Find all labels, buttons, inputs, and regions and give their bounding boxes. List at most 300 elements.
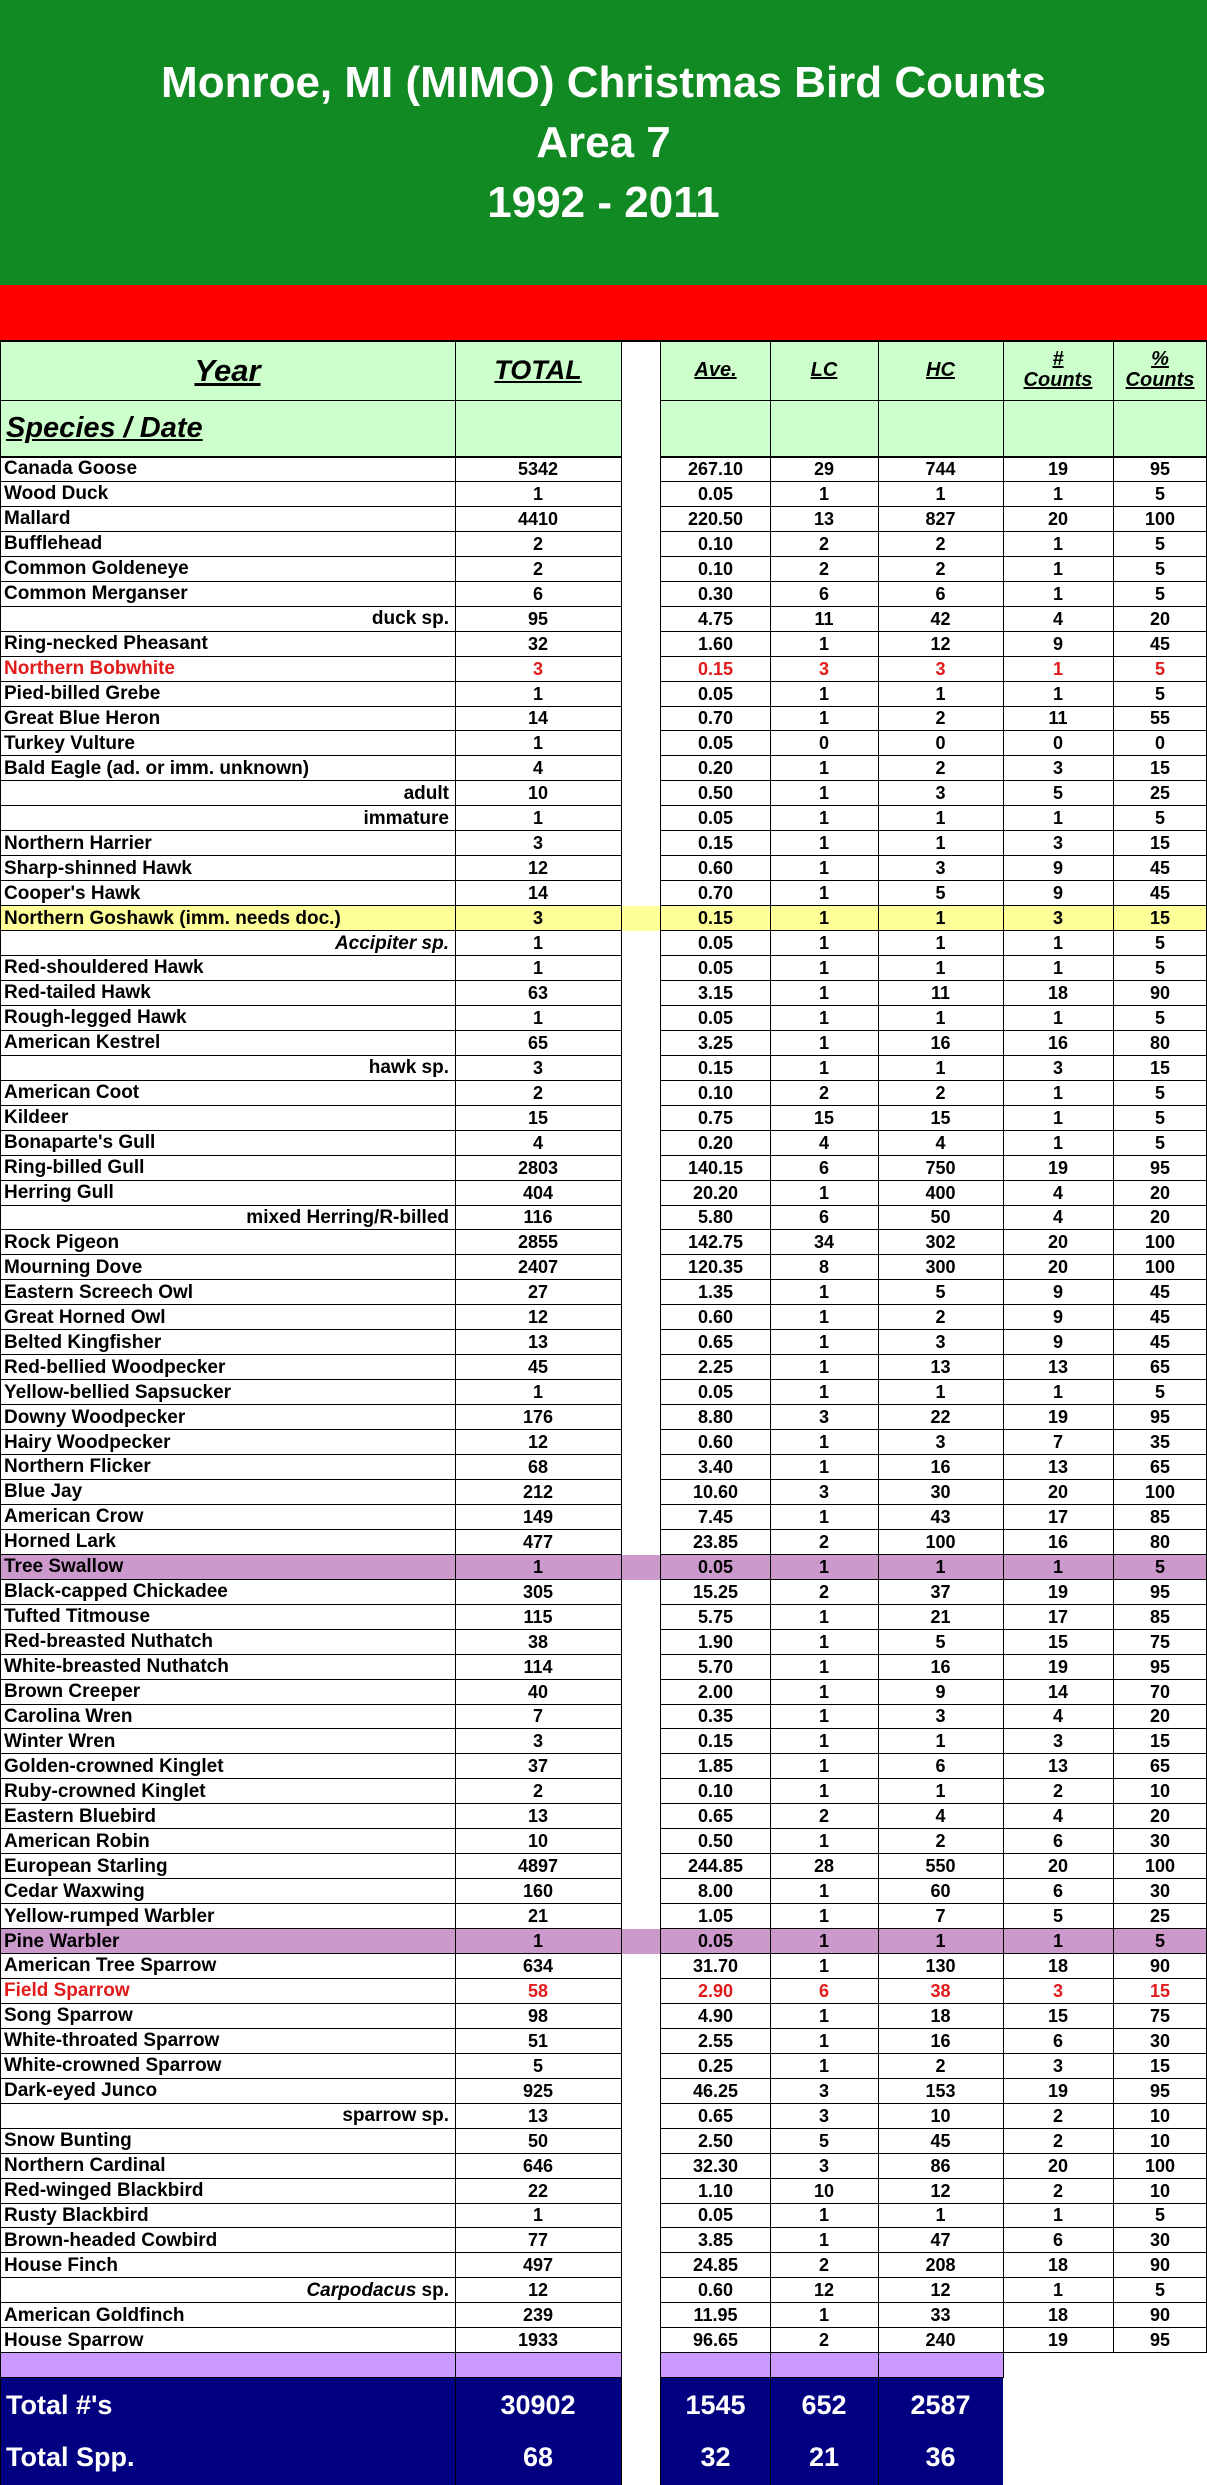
grid-line-h	[661, 955, 1207, 956]
species-name: Red-shouldered Hawk	[4, 957, 204, 979]
cell-num-counts: 1	[1052, 957, 1063, 978]
cell-total: 12	[527, 2280, 549, 2301]
species-name: Great Blue Heron	[4, 707, 161, 729]
cell-high-count: 16	[930, 1032, 951, 1053]
grid-line-h	[0, 1604, 621, 1605]
grid-line-h	[0, 1379, 621, 1380]
species-name: Common Merganser	[4, 583, 188, 605]
cell-total: 45	[527, 1357, 549, 1378]
species-name: Red-bellied Woodpecker	[4, 1356, 226, 1378]
cell-high-count: 3	[935, 1332, 946, 1353]
cell-pct-counts: 5	[1154, 957, 1165, 978]
cell-low-count: 1	[818, 1357, 829, 1378]
cell-low-count: 1	[818, 1007, 829, 1028]
grid-line-h	[661, 631, 1207, 632]
cell-low-count: 1	[818, 1881, 829, 1902]
cell-num-counts: 19	[1047, 1656, 1069, 1677]
cell-high-count: 33	[930, 2305, 951, 2326]
cell-high-count: 13	[930, 1357, 951, 1378]
cell-num-counts: 1	[1052, 2280, 1063, 2301]
cell-total: 21	[527, 1906, 549, 1927]
cell-pct-counts: 5	[1154, 1556, 1165, 1577]
cell-total: 13	[527, 1806, 549, 1827]
cell-average: 0.15	[697, 908, 734, 929]
species-name: Canada Goose	[4, 458, 138, 480]
cell-num-counts: 1	[1052, 558, 1063, 579]
grid-line-h	[0, 1778, 621, 1779]
grid-line-h	[0, 1903, 621, 1904]
cell-high-count: 16	[930, 1656, 951, 1677]
species-name: White-crowned Sparrow	[4, 2055, 222, 2077]
cell-num-counts: 5	[1052, 783, 1063, 804]
cell-average: 267.10	[687, 458, 744, 479]
grid-line-h	[0, 1329, 621, 1330]
cell-average: 32.30	[692, 2155, 739, 2176]
cell-average: 23.85	[692, 1531, 739, 1552]
cell-low-count: 1	[818, 783, 829, 804]
cell-high-count: 2	[935, 1307, 946, 1328]
cell-pct-counts: 45	[1149, 858, 1171, 879]
cell-low-count: 29	[813, 458, 835, 479]
cell-average: 0.60	[697, 1432, 734, 1453]
grid-line-h	[0, 2028, 621, 2029]
cell-num-counts: 4	[1052, 1207, 1063, 1228]
cell-low-count: 1	[818, 883, 829, 904]
grid-line-h	[661, 1329, 1207, 1330]
cell-low-count: 1	[818, 758, 829, 779]
cell-pct-counts: 5	[1154, 558, 1165, 579]
cell-high-count: 22	[930, 1407, 951, 1428]
grid-line-h	[0, 2053, 621, 2054]
species-name: Tree Swallow	[4, 1556, 124, 1578]
grid-line-h	[661, 2203, 1207, 2204]
grid-line-h	[661, 930, 1207, 931]
species-name: Ruby-crowned Kinglet	[4, 1780, 206, 1802]
cell-total: 13	[527, 1332, 549, 1353]
species-name: Field Sparrow	[4, 1980, 130, 2002]
cell-total: 1	[532, 483, 543, 504]
cell-total: 32	[527, 633, 549, 654]
species-name: Herring Gull	[4, 1182, 114, 1204]
grid-line-h	[661, 2178, 1207, 2179]
grid-line-h	[0, 1254, 621, 1255]
species-name: House Finch	[4, 2254, 119, 2276]
column-header-hc: HC	[926, 358, 955, 381]
species-name: Common Goldeneye	[4, 558, 189, 580]
grid-line-h	[661, 1579, 1207, 1580]
cell-average: 0.20	[697, 1132, 734, 1153]
cell-total: 1	[532, 933, 543, 954]
cell-average: 3.40	[697, 1456, 734, 1477]
cell-low-count: 2	[818, 533, 829, 554]
totals-count-ave: 1545	[685, 2390, 746, 2421]
cell-num-counts: 2	[1052, 2105, 1063, 2126]
cell-total: 51	[527, 2030, 549, 2051]
cell-high-count: 47	[930, 2230, 951, 2251]
grid-line-h	[661, 2128, 1207, 2129]
species-name: Bufflehead	[4, 533, 103, 555]
cell-total: 4	[532, 758, 543, 779]
cell-pct-counts: 30	[1149, 1831, 1171, 1852]
grid-line-h	[661, 1953, 1207, 1954]
cell-low-count: 2	[818, 1531, 829, 1552]
cell-total: 22	[527, 2180, 549, 2201]
grid-line-h	[0, 1978, 621, 1979]
species-name: Belted Kingfisher	[4, 1331, 162, 1353]
cell-total: 1	[532, 1382, 543, 1403]
cell-num-counts: 1	[1052, 1107, 1063, 1128]
species-name	[0, 2278, 455, 2303]
cell-low-count: 1	[818, 1681, 829, 1702]
cell-average: 2.50	[697, 2130, 734, 2151]
cell-low-count: 1	[818, 1906, 829, 1927]
cell-high-count: 1	[935, 1057, 946, 1078]
grid-line-h	[661, 2252, 1207, 2253]
species-name: Rock Pigeon	[4, 1231, 120, 1253]
cell-low-count: 2	[818, 558, 829, 579]
cell-average: 0.05	[697, 1007, 734, 1028]
cell-pct-counts: 65	[1149, 1756, 1171, 1777]
cell-num-counts: 19	[1047, 458, 1069, 479]
cell-total: 1	[532, 733, 543, 754]
column-header-ave: Ave.	[694, 358, 737, 381]
grid-line-h	[661, 481, 1207, 482]
cell-pct-counts: 20	[1149, 1806, 1171, 1827]
cell-low-count: 8	[818, 1257, 829, 1278]
species-name: Accipiter sp.	[334, 932, 449, 954]
grid-line-h	[661, 1005, 1207, 1006]
species-name: sparrow sp.	[342, 2105, 449, 2127]
cell-low-count: 1	[818, 2205, 829, 2226]
cell-high-count: 21	[930, 1606, 951, 1627]
cell-high-count: 2	[935, 758, 946, 779]
grid-line-h	[661, 1304, 1207, 1305]
cell-num-counts: 17	[1047, 1506, 1069, 1527]
cell-average: 3.15	[697, 982, 734, 1003]
cell-low-count: 12	[813, 2280, 835, 2301]
cell-average: 1.05	[697, 1906, 734, 1927]
species-name: House Sparrow	[4, 2329, 144, 2351]
cell-average: 1.35	[697, 1282, 734, 1303]
species-name: White-throated Sparrow	[4, 2030, 220, 2052]
cell-average: 0.50	[697, 1831, 734, 1852]
cell-num-counts: 3	[1052, 1980, 1063, 2001]
cell-num-counts: 9	[1052, 633, 1063, 654]
species-name: hawk sp.	[368, 1057, 449, 1079]
cell-average: 1.60	[697, 633, 734, 654]
cell-average: 0.05	[697, 957, 734, 978]
cell-low-count: 6	[818, 1207, 829, 1228]
species-name: White-breasted Nuthatch	[4, 1656, 229, 1678]
grid-line-h	[661, 1030, 1207, 1031]
cell-pct-counts: 100	[1144, 1481, 1176, 1502]
cell-low-count: 1	[818, 1057, 829, 1078]
cell-total: 925	[522, 2080, 554, 2101]
cell-average: 244.85	[687, 1856, 744, 1877]
grid-line-h	[661, 1080, 1207, 1081]
cell-total: 3	[532, 1057, 543, 1078]
cell-total: 2	[532, 558, 543, 579]
grid-line-h	[0, 656, 621, 657]
cell-pct-counts: 15	[1149, 1980, 1171, 2001]
totals-spp-lc: 21	[808, 2441, 840, 2472]
cell-low-count: 28	[813, 1856, 835, 1877]
cell-num-counts: 20	[1047, 1481, 1069, 1502]
cell-low-count: 1	[818, 982, 829, 1003]
cell-total: 212	[522, 1481, 554, 1502]
cell-total: 305	[522, 1581, 554, 1602]
grid-line-h	[0, 1579, 621, 1580]
species-name: adult	[403, 782, 449, 804]
species-name: Cedar Waxwing	[4, 1880, 145, 1902]
cell-pct-counts: 15	[1149, 908, 1171, 929]
cell-pct-counts: 85	[1149, 1606, 1171, 1627]
cell-high-count: 18	[930, 2005, 951, 2026]
cell-low-count: 1	[818, 1556, 829, 1577]
cell-pct-counts: 0	[1154, 733, 1165, 754]
cell-pct-counts: 5	[1154, 1107, 1165, 1128]
cell-pct-counts: 45	[1149, 1307, 1171, 1328]
cell-pct-counts: 100	[1144, 508, 1176, 529]
grid-line-v	[1113, 340, 1114, 2353]
grid-line-h	[661, 805, 1207, 806]
cell-pct-counts: 25	[1149, 783, 1171, 804]
cell-total: 634	[522, 1955, 554, 1976]
grid-line-h	[0, 1728, 621, 1729]
cell-average: 2.55	[697, 2030, 734, 2051]
grid-line-h	[661, 1903, 1207, 1904]
title-banner	[0, 0, 1207, 285]
column-header-pct-counts: % Counts	[1125, 348, 1195, 391]
cell-average: 0.15	[697, 833, 734, 854]
cell-pct-counts: 15	[1149, 1731, 1171, 1752]
grid-line-h	[661, 1279, 1207, 1280]
cell-low-count: 34	[813, 1232, 835, 1253]
cell-num-counts: 1	[1052, 533, 1063, 554]
grid-line-h	[0, 1205, 621, 1206]
grid-line-h	[0, 930, 621, 931]
cell-num-counts: 20	[1047, 1257, 1069, 1278]
cell-pct-counts: 5	[1154, 483, 1165, 504]
cell-num-counts: 3	[1052, 833, 1063, 854]
cell-high-count: 2	[935, 1831, 946, 1852]
cell-average: 0.65	[697, 2105, 734, 2126]
cell-pct-counts: 80	[1149, 1032, 1171, 1053]
species-name: Ring-necked Pheasant	[4, 633, 208, 655]
cell-total: 58	[527, 1980, 549, 2001]
cell-low-count: 1	[818, 1307, 829, 1328]
species-name: Blue Jay	[4, 1481, 83, 1503]
species-name: Red-tailed Hawk	[4, 982, 151, 1004]
cell-average: 0.05	[697, 483, 734, 504]
species-name: Great Horned Owl	[4, 1306, 166, 1328]
cell-high-count: 1	[935, 1781, 946, 1802]
cell-average: 2.25	[697, 1357, 734, 1378]
species-name: Rough-legged Hawk	[4, 1007, 187, 1029]
grid-line-h	[0, 1753, 621, 1754]
cell-high-count: 208	[925, 2255, 956, 2276]
grid-line-h	[0, 1629, 621, 1630]
totals-spp-total: 68	[522, 2441, 554, 2472]
cell-num-counts: 1	[1052, 1382, 1063, 1403]
cell-average: 0.75	[697, 1107, 734, 1128]
cell-num-counts: 1	[1052, 1082, 1063, 1103]
cell-average: 0.05	[697, 808, 734, 829]
red-band	[0, 285, 1207, 340]
column-header-year: Year	[194, 352, 261, 388]
cell-average: 5.70	[697, 1656, 734, 1677]
cell-total: 68	[527, 1456, 549, 1477]
cell-total: 4897	[517, 1856, 559, 1877]
grid-line-h	[0, 2277, 621, 2278]
cell-low-count: 1	[818, 1606, 829, 1627]
species-name: Cooper's Hawk	[4, 882, 141, 904]
cell-total: 114	[523, 1656, 553, 1677]
cell-pct-counts: 5	[1154, 933, 1165, 954]
cell-num-counts: 16	[1047, 1531, 1069, 1552]
grid-line-h	[661, 1778, 1207, 1779]
grid-line-h	[0, 400, 621, 401]
cell-num-counts: 3	[1052, 2055, 1063, 2076]
grid-line-h	[661, 730, 1207, 731]
species-name: Mallard	[4, 508, 71, 530]
grid-line-h	[661, 1254, 1207, 1255]
cell-high-count: 50	[930, 1207, 951, 1228]
cell-low-count: 1	[818, 2005, 829, 2026]
cell-total: 15	[527, 1107, 549, 1128]
cell-high-count: 30	[930, 1481, 951, 1502]
cell-pct-counts: 10	[1149, 2105, 1171, 2126]
cell-low-count: 1	[818, 2230, 829, 2251]
cell-high-count: 1	[935, 1731, 946, 1752]
cell-high-count: 3	[935, 858, 946, 879]
cell-low-count: 2	[818, 2255, 829, 2276]
cell-pct-counts: 20	[1149, 1706, 1171, 1727]
cell-high-count: 6	[935, 583, 946, 604]
grid-line-h	[661, 1928, 1207, 1929]
cell-high-count: 6	[935, 1756, 946, 1777]
grid-line-h	[661, 2053, 1207, 2054]
cell-num-counts: 13	[1047, 1357, 1069, 1378]
cell-pct-counts: 15	[1149, 1057, 1171, 1078]
cell-pct-counts: 100	[1144, 1232, 1176, 1253]
cell-high-count: 3	[935, 1706, 946, 1727]
species-name: Northern Bobwhite	[4, 658, 175, 680]
cell-num-counts: 3	[1052, 1731, 1063, 1752]
cell-num-counts: 14	[1047, 1681, 1069, 1702]
cell-total: 2	[532, 1781, 543, 1802]
cell-low-count: 2	[818, 1082, 829, 1103]
grid-line-h	[661, 1379, 1207, 1380]
cell-num-counts: 18	[1047, 2255, 1069, 2276]
cell-high-count: 1	[935, 833, 946, 854]
species-name-rest: sp.	[416, 2279, 449, 2301]
cell-num-counts: 0	[1052, 733, 1063, 754]
cell-total: 5	[532, 2055, 543, 2076]
cell-low-count: 2	[818, 2330, 829, 2351]
species-name: Song Sparrow	[4, 2005, 133, 2027]
cell-pct-counts: 5	[1154, 683, 1165, 704]
grid-line-h	[0, 1853, 621, 1854]
cell-average: 0.05	[697, 733, 734, 754]
cell-average: 120.35	[687, 1257, 744, 1278]
cell-num-counts: 1	[1052, 1007, 1063, 1028]
grid-line-h	[0, 2103, 621, 2104]
grid-line-h	[0, 2078, 621, 2079]
cell-total: 239	[522, 2305, 554, 2326]
cell-high-count: 550	[925, 1856, 956, 1877]
cell-num-counts: 4	[1052, 1806, 1063, 1827]
grid-line-h	[661, 1728, 1207, 1729]
cell-num-counts: 1	[1052, 1931, 1063, 1952]
cell-low-count: 1	[818, 1831, 829, 1852]
cell-low-count: 3	[818, 2080, 829, 2101]
grid-line-h	[661, 1229, 1207, 1230]
species-name: American Goldfinch	[4, 2304, 185, 2326]
species-name: Kildeer	[4, 1107, 69, 1129]
cell-pct-counts: 15	[1149, 758, 1171, 779]
grid-line-h	[0, 955, 621, 956]
cell-high-count: 37	[930, 1581, 951, 1602]
cell-pct-counts: 45	[1149, 1282, 1171, 1303]
grid-line-h	[0, 506, 621, 507]
species-name: Pied-billed Grebe	[4, 683, 161, 705]
cell-high-count: 9	[935, 1681, 946, 1702]
cell-total: 10	[527, 783, 549, 804]
cell-num-counts: 4	[1052, 1706, 1063, 1727]
species-date-label: Species / Date	[6, 412, 203, 444]
cell-high-count: 5	[935, 883, 946, 904]
cell-total: 50	[527, 2130, 549, 2151]
cell-average: 0.70	[697, 708, 734, 729]
cell-high-count: 5	[935, 1282, 946, 1303]
cell-pct-counts: 30	[1149, 1881, 1171, 1902]
cell-average: 0.05	[697, 2205, 734, 2226]
species-name: Downy Woodpecker	[4, 1406, 186, 1428]
grid-line-h	[0, 706, 621, 707]
cell-num-counts: 3	[1052, 908, 1063, 929]
grid-line-h	[0, 755, 621, 756]
grid-line-h	[0, 1404, 621, 1405]
cell-high-count: 86	[930, 2155, 951, 2176]
cell-high-count: 1	[935, 1382, 946, 1403]
cell-low-count: 0	[818, 733, 829, 754]
grid-line-h	[661, 1604, 1207, 1605]
cell-total: 4	[532, 1132, 543, 1153]
species-name: Winter Wren	[4, 1730, 116, 1752]
grid-line-h	[0, 1080, 621, 1081]
species-name: Tufted Titmouse	[4, 1606, 151, 1628]
cell-low-count: 1	[818, 1656, 829, 1677]
cell-total: 37	[527, 1756, 549, 1777]
cell-low-count: 1	[818, 1432, 829, 1453]
cell-high-count: 3	[935, 658, 946, 679]
grid-line-h	[661, 1180, 1207, 1181]
grid-line-h	[0, 1105, 621, 1106]
cell-low-count: 1	[818, 633, 829, 654]
cell-average: 0.15	[697, 658, 734, 679]
cell-num-counts: 1	[1052, 483, 1063, 504]
spacer-row	[0, 2353, 1003, 2378]
grid-line-h	[661, 531, 1207, 532]
grid-line-v	[878, 340, 879, 2485]
cell-low-count: 1	[818, 1456, 829, 1477]
cell-average: 0.10	[697, 533, 734, 554]
cell-high-count: 15	[930, 1107, 951, 1128]
cell-low-count: 1	[818, 908, 829, 929]
cell-low-count: 6	[818, 1980, 829, 2001]
grid-line-h	[661, 1429, 1207, 1430]
